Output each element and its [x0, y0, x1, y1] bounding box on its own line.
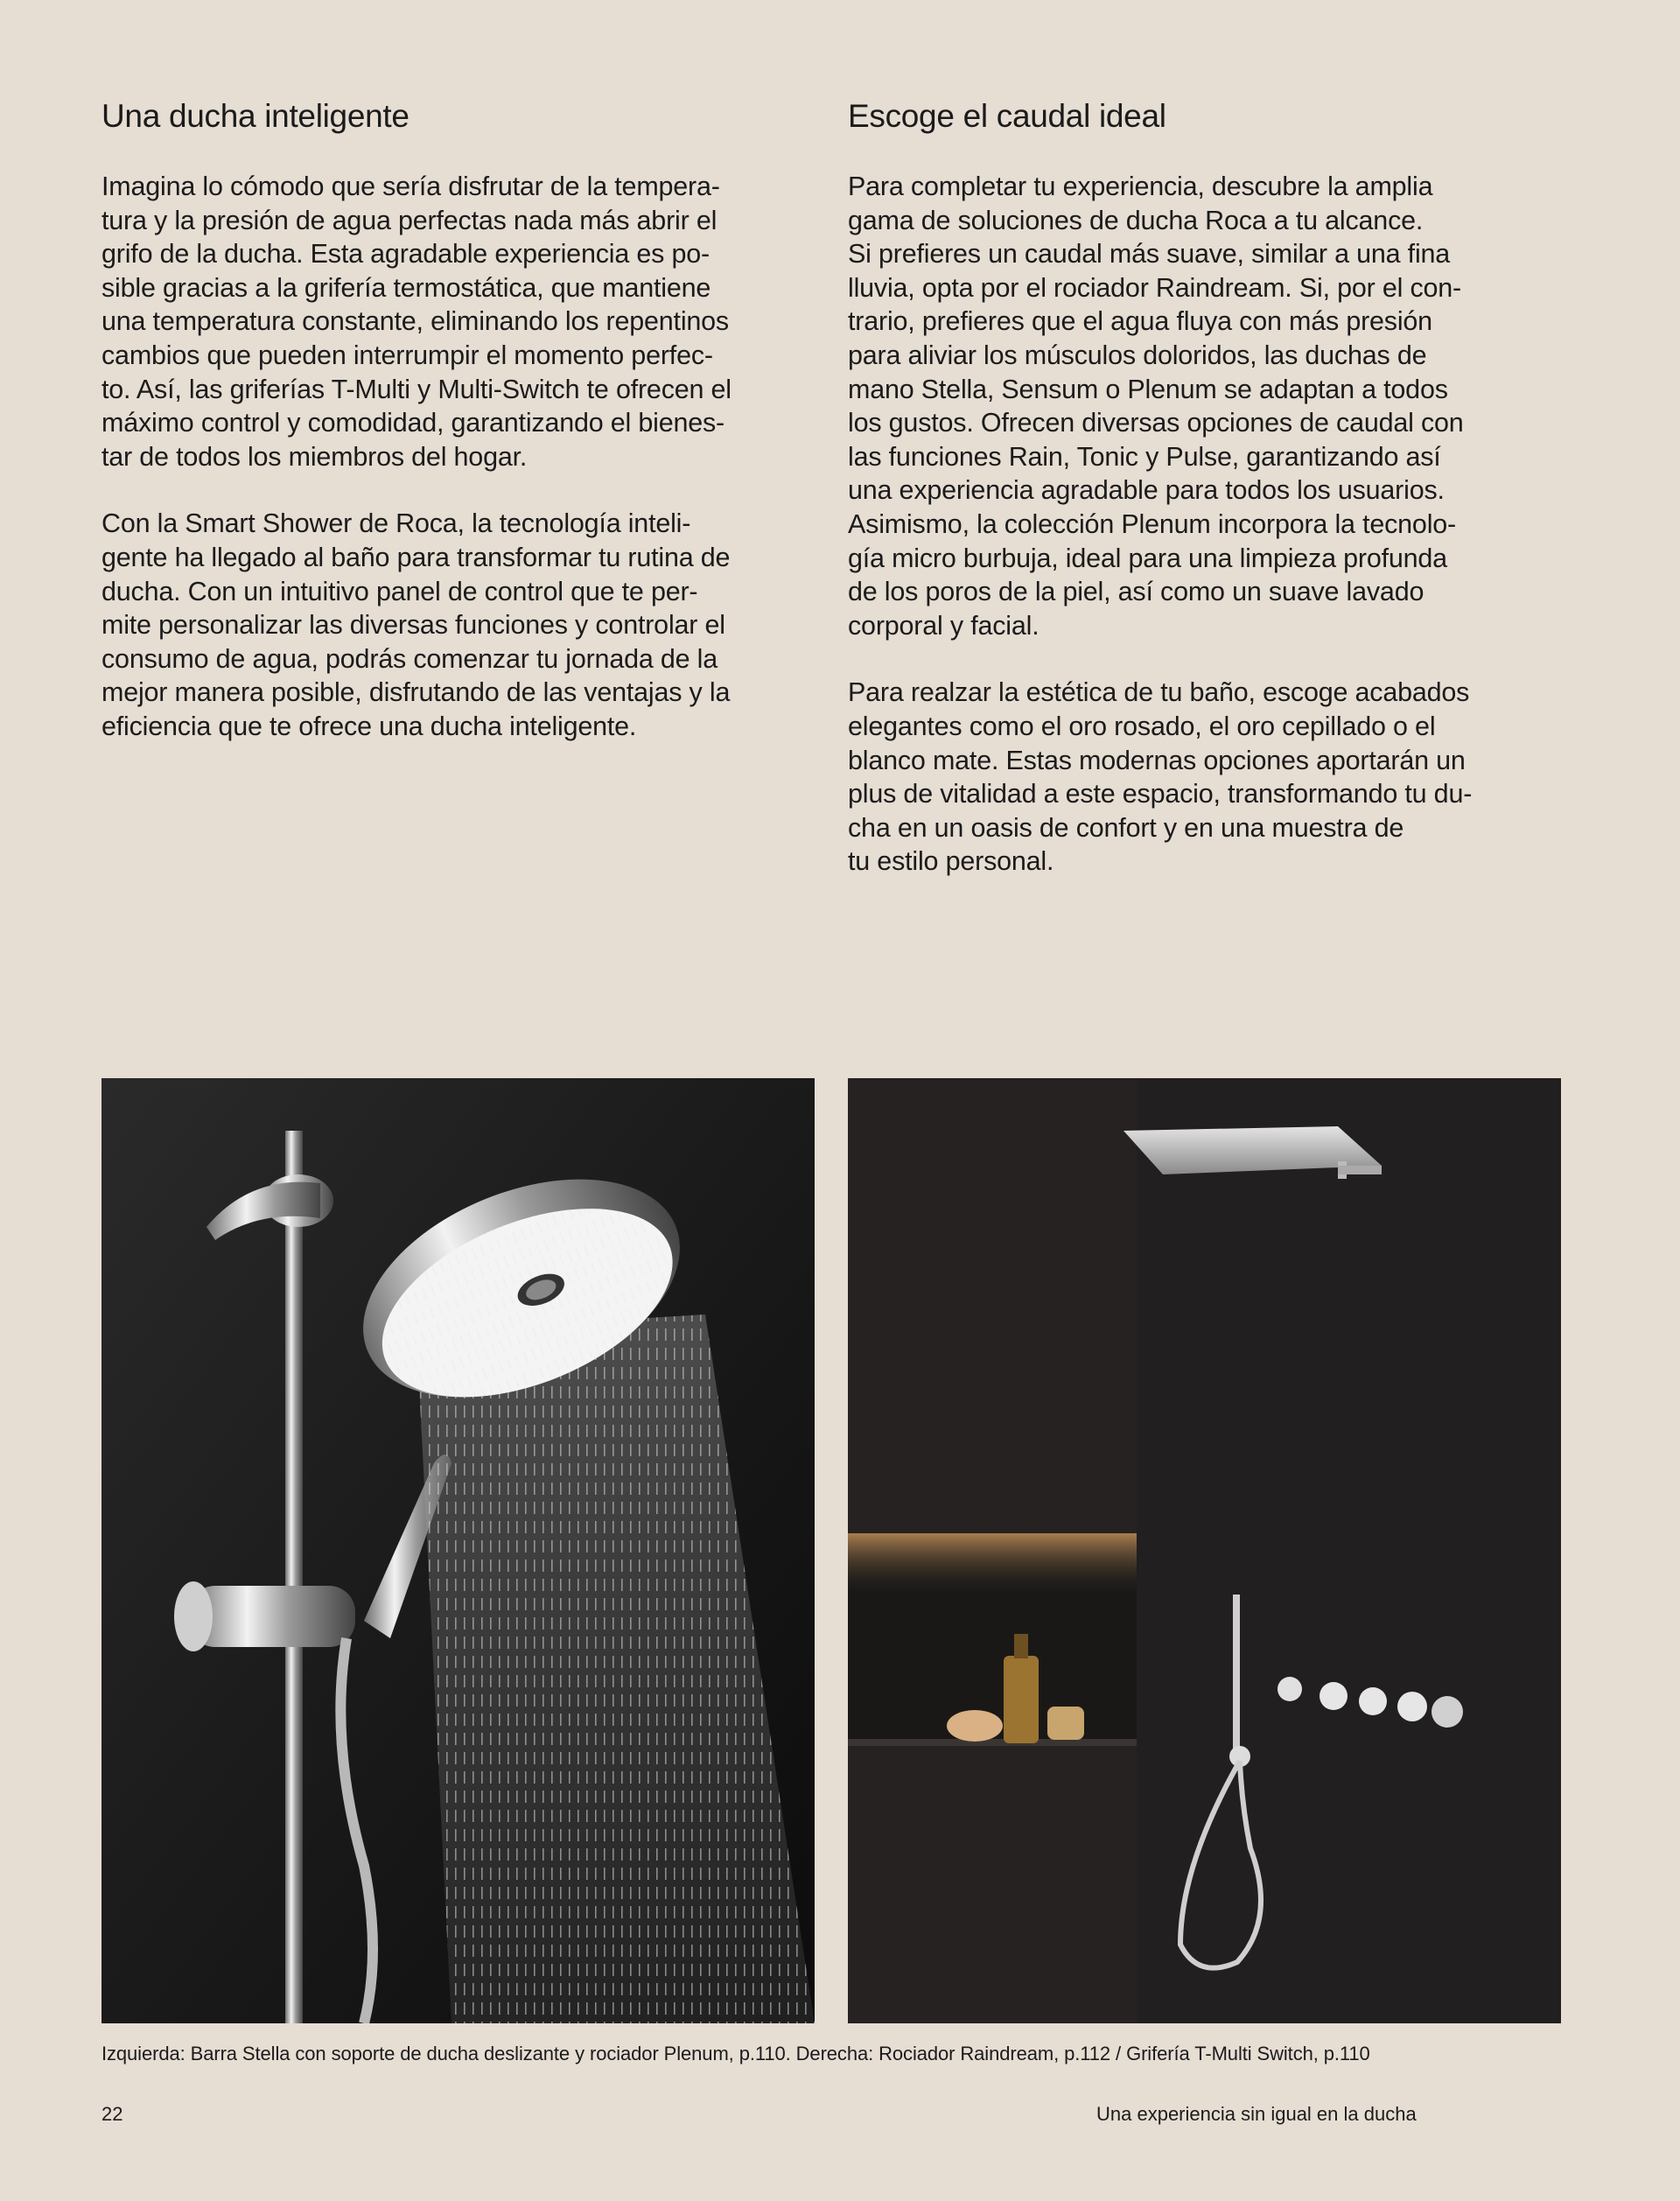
left-text-column	[102, 95, 815, 777]
right-text-column	[848, 95, 1561, 912]
left-heading: Una ducha inteligente	[102, 98, 410, 134]
left-paragraph-2: Con la Smart Shower de Roca, la tecnología inteli- gente ha llegado al baño para transformar tu rutina de ducha. Con un intuitivo panel de control que te per- mite personalizar las diversas funciones y controlar el consumo de agua, podrás comenzar tu jornada de la mejor manera posible, disfrutando de las ventajas y la eficiencia que te ofrece una ducha inteligente.	[102, 508, 731, 741]
right-paragraph-2: Para realzar la estética de tu baño, escoge acabados elegantes como el oro rosado, el oro cepillado o el blanco mate. Estas modernas opciones aportarán un plus de vitalidad a este espacio, transformando tu du- cha en un oasis de confort y en una muestra de tu estilo personal.	[848, 677, 1473, 877]
shower-rail-photo	[102, 1078, 815, 2023]
section-title: Una experiencia sin igual en la ducha	[1096, 2103, 1417, 2125]
raindream-shower-photo	[848, 1078, 1561, 2023]
right-paragraph-1: Para completar tu experiencia, descubre la amplia gama de soluciones de ducha Roca a tu alcance. Si prefieres un caudal más suave, similar a una fina lluvia, opta por el rociador Raindream. Si, por el con- trario, prefieres que el agua fluya con más presión para aliviar los músculos doloridos, las duchas de mano Stella, Sensum o Plenum se adaptan a todos los gustos. Ofrecen diversas opciones de caudal con las funciones Rain, Tonic y Pulse, garantizando así una experiencia agradable para todos los usuarios. Asimismo, la colección Plenum incorpora la tecnolo- gía micro burbuja, ideal para una limpieza profunda de los poros de la piel, así como un suave lavado corporal y facial.	[848, 172, 1464, 641]
page-number: 22	[102, 2103, 123, 2125]
photo-caption: Izquierda: Barra Stella con soporte de ducha deslizante y rociador Plenum, p.110. Derecha: Rociador Raindream, p.112 / Grifería T-Multi Switch, p.110	[102, 2043, 1370, 2064]
right-heading: Escoge el caudal ideal	[848, 98, 1166, 134]
left-paragraph-1: Imagina lo cómodo que sería disfrutar de la tempera- tura y la presión de agua perfectas nada más abrir el grifo de la ducha. Esta agradable experiencia es po- sible gracias a la grifería termostática, que mantiene una temperatura constante, eliminando los repentinos cambios que pueden interrumpir el momento perfec- to. Así, las griferías T-Multi y Multi-Switch te ofrecen el máximo control y comodidad, garantizando el bienes- tar de todos los miembros del hogar.	[102, 172, 732, 472]
